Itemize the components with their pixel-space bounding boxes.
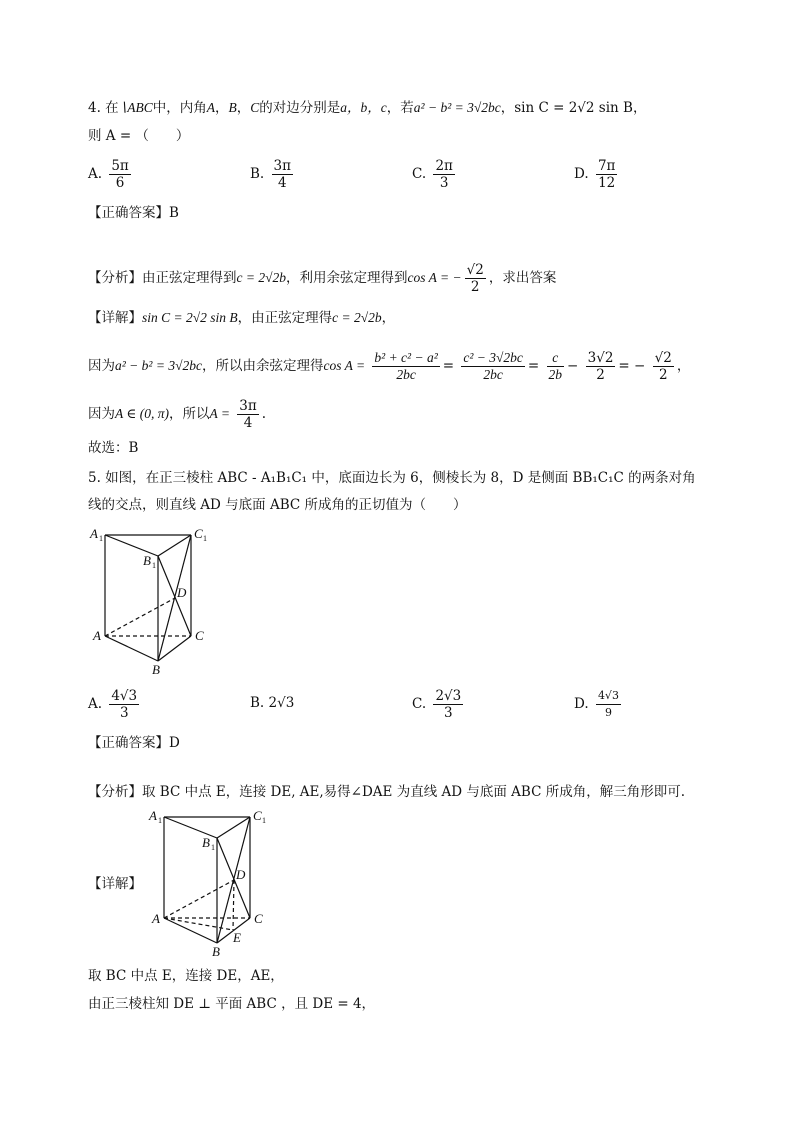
svg-text:1: 1 <box>152 561 156 570</box>
svg-text:1: 1 <box>211 843 215 852</box>
q5-stem-line2: 线的交点，则直线 AD 与底面 ABC 所成角的正切值为（ ） <box>88 497 467 513</box>
label2-c: C <box>254 911 263 926</box>
label2-a1: A <box>149 808 157 823</box>
label-d: D <box>177 585 187 600</box>
label2-b1: B <box>202 835 210 850</box>
label-b1: B <box>143 553 151 568</box>
prism-figure-1 <box>88 520 228 680</box>
q5-stem-line1: 5. 如图，在正三棱柱 ABC - A₁B₁C₁ 中，底面边长为 6，侧棱长为 8，D 是侧面 BB₁C₁C 的两条对角 <box>88 470 696 486</box>
label-c1: C <box>194 526 203 541</box>
svg-text:1: 1 <box>158 816 162 825</box>
prism-figure-2 <box>144 802 284 967</box>
label2-b: B <box>212 944 220 959</box>
svg-text:1: 1 <box>99 534 103 543</box>
q4-option-b: B. $\frac{3\pi}{4}$ <box>250 158 291 191</box>
label-b: B <box>152 662 160 677</box>
q4-option-c: C. $\frac{2\pi}{3}$ <box>412 158 453 191</box>
q4-option-d: D. $\frac{7\pi}{12}$ <box>574 158 616 191</box>
q5-answer: 【正确答案】D <box>88 735 180 751</box>
q5-analysis: 【分析】取 BC 中点 E，连接 DE, AE,易得∠DAE 为直线 AD 与底面 ABC 所成角，解三角形即可. <box>88 784 685 800</box>
q5-option-a: A. $\frac{4√3}{3}$ <box>88 688 138 721</box>
q4-stem-line1: 4. 在∖ABC中，内角A，B，C的对边分别是a，b，c，若a² − b² = 3√2bc，sin C = 2√2 sin B， <box>88 100 647 116</box>
label-a: A <box>93 628 101 643</box>
q5-step1: 取 BC 中点 E，连接 DE，AE， <box>88 968 284 984</box>
label-a1: A <box>90 526 98 541</box>
q5-detail-label: 【详解】 <box>88 876 142 892</box>
q5-step2: 由正三棱柱知 DE ⊥ 平面 ABC ，且 DE = 4， <box>88 996 376 1012</box>
label2-e: E <box>233 930 241 945</box>
q4-detail-line2: 因为a² − b² = 3√2bc，所以由余弦定理得cos A = $\frac{\text{b² + c² − a²}}{2bc}$ = $\frac{\text{c² − 3√2bc}}{2bc}$ = $\frac{c}{2b}$ − $\frac{3√2}{2}$ = − $\frac{√2}{2}$ ， <box>88 350 691 383</box>
q4-analysis: 【分析】由正弦定理得到c = 2√2b，利用余弦定理得到cos A = − $\frac{√2}{2}$ ，求出答案 <box>88 262 557 295</box>
q4-detail-line1: 【详解】sin C = 2√2 sin B，由正弦定理得c = 2√2b， <box>88 310 396 326</box>
svg-text:1: 1 <box>203 534 207 543</box>
label2-a: A <box>152 911 160 926</box>
q4-option-a: A. $\frac{5\pi}{6}$ <box>88 158 129 191</box>
q4-stem-line2: 则 A = （ ） <box>88 128 190 144</box>
q5-option-d: D. $\frac{4√3}{9}$ <box>574 689 619 719</box>
label-c: C <box>195 628 204 643</box>
q4-answer: 【正确答案】B <box>88 205 179 221</box>
label2-c1: C <box>253 808 262 823</box>
svg-text:1: 1 <box>262 816 266 825</box>
q4-pick: 故选：B <box>88 440 139 456</box>
q5-option-b: B. 2√3 <box>250 695 295 711</box>
label2-d: D <box>236 867 246 882</box>
q5-option-c: C. $\frac{2√3}{3}$ <box>412 688 462 721</box>
q4-detail-line3: 因为A ∈ (0, π)，所以A = $\frac{3\pi}{4}$ . <box>88 398 267 431</box>
